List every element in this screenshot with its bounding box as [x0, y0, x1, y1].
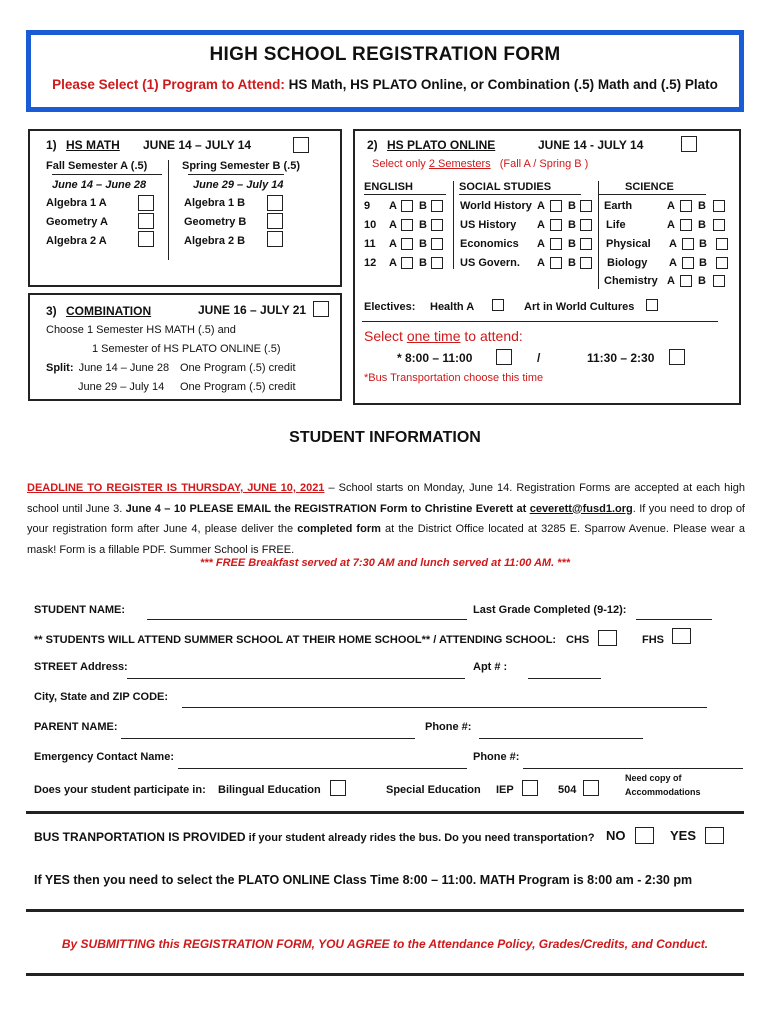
parent-name-input[interactable] — [121, 738, 415, 739]
email-link[interactable]: ceverett@fusd1.org — [529, 502, 633, 515]
emergency-phone-input[interactable] — [523, 768, 743, 769]
sem-a-label: A — [669, 257, 677, 269]
form-title: HIGH SCHOOL REGISTRATION FORM — [209, 44, 561, 65]
split1-dates: June 14 – June 28 — [78, 362, 170, 374]
hs-math-name: HS MATH — [66, 138, 120, 152]
bus-no-label: NO — [606, 828, 626, 843]
sem-b-label: B — [419, 200, 427, 212]
sem-b-label: B — [419, 219, 427, 231]
split1-credit: One Program (.5) credit — [180, 362, 296, 374]
algebra2a-checkbox[interactable] — [138, 231, 154, 247]
student-name-input[interactable] — [147, 619, 467, 620]
life-a-checkbox[interactable] — [680, 219, 692, 231]
504-label: 504 — [558, 784, 577, 796]
grade-label: 9 — [364, 200, 371, 212]
sem-a-label: A — [389, 238, 397, 250]
english-underline — [364, 194, 446, 195]
plato-checkbox[interactable] — [681, 136, 697, 152]
english9b-checkbox[interactable] — [431, 200, 443, 212]
grade-label: 11 — [364, 238, 376, 250]
course-algebra2b: Algebra 2 B — [184, 235, 246, 247]
participation-label: Does your student participate in: — [34, 784, 206, 796]
agreement-statement: By SUBMITTING this REGISTRATION FORM, YOU AGREE to the Attendance Policy, Grades/Credits, and Conduct. — [61, 937, 709, 951]
english-header: ENGLISH — [364, 181, 413, 193]
time-afternoon-checkbox[interactable] — [669, 349, 685, 365]
world-history-b-checkbox[interactable] — [580, 200, 592, 212]
sem-a-label: A — [537, 200, 545, 212]
instructions-part2: June 4 – 10 PLEASE EMAIL the REGISTRATION Form to Christine Everett at — [125, 502, 530, 515]
parent-phone-input[interactable] — [479, 738, 643, 739]
us-history-b-checkbox[interactable] — [580, 219, 592, 231]
hs-math-dates: JUNE 14 – JULY 14 — [143, 138, 252, 152]
geometryb-checkbox[interactable] — [267, 213, 283, 229]
combination-number: 3) — [46, 304, 57, 318]
sem-a-label: A — [667, 200, 675, 212]
sem-a-label: A — [389, 219, 397, 231]
header-frame — [26, 30, 744, 112]
fhs-label: FHS — [642, 634, 664, 646]
bus-if-yes-note: If YES then you need to select the PLATO ONLINE Class Time 8:00 – 11:00. MATH Program is 8:00 am - 2:30 pm — [34, 873, 693, 887]
time-morning-checkbox[interactable] — [496, 349, 512, 365]
accommodations-label: Accommodations — [625, 787, 701, 797]
biology-a-checkbox[interactable] — [682, 257, 694, 269]
sem-a-label: A — [537, 257, 545, 269]
bus-yes-label: YES — [670, 828, 697, 843]
algebra2b-checkbox[interactable] — [267, 231, 283, 247]
combination-header — [46, 304, 151, 318]
elective-art-label: Art in World Cultures — [524, 301, 635, 313]
bilingual-label: Bilingual Education — [218, 784, 321, 796]
504-checkbox[interactable] — [583, 780, 599, 796]
plato-number: 2) — [367, 138, 378, 152]
sem-b-label: B — [699, 257, 707, 269]
city-state-zip-input[interactable] — [182, 707, 707, 708]
emergency-phone-label: Phone #: — [473, 751, 520, 763]
course-label: US Govern. — [460, 257, 520, 269]
bus-provided-rest: if your student already rides the bus. Do you need transportation? — [245, 832, 595, 844]
time-select-label — [364, 328, 523, 344]
plato-dates: JUNE 14 - JULY 14 — [538, 138, 644, 152]
elective-art-checkbox[interactable] — [646, 299, 658, 311]
course-geometryb: Geometry B — [184, 216, 247, 228]
fall-divider — [52, 174, 162, 175]
student-info-heading: STUDENT INFORMATION — [289, 429, 481, 446]
need-copy-label: Need copy of — [625, 773, 682, 783]
elective-health-checkbox[interactable] — [492, 299, 504, 311]
spring-semester-label: Spring Semester B (.5) — [182, 160, 300, 172]
elective-health-label: Health A — [430, 301, 475, 313]
sem-a-label: A — [667, 275, 675, 287]
last-grade-label: Last Grade Completed (9-12): — [473, 604, 627, 616]
english9a-checkbox[interactable] — [401, 200, 413, 212]
sem-a-label: A — [669, 238, 677, 250]
breakfast-note: *** FREE Breakfast served at 7:30 AM and lunch served at 11:00 AM. *** — [199, 557, 571, 569]
course-label: Chemistry — [604, 275, 658, 287]
sem-a-label: A — [667, 219, 675, 231]
street-label: STREET Address: — [34, 661, 128, 673]
english-social-separator — [453, 181, 454, 269]
street-input[interactable] — [127, 678, 465, 679]
electives-divider — [362, 321, 718, 322]
iep-label: IEP — [496, 784, 514, 796]
student-name-label: STUDENT NAME: — [34, 604, 126, 616]
social-studies-header: SOCIAL STUDIES — [459, 181, 552, 193]
split-row-1 — [46, 362, 169, 374]
sem-b-label: B — [699, 238, 707, 250]
social-underline — [459, 194, 581, 195]
physical-a-checkbox[interactable] — [682, 238, 694, 250]
algebra1a-checkbox[interactable] — [138, 195, 154, 211]
sem-a-label: A — [389, 257, 397, 269]
spring-dates: June 29 – July 14 — [193, 179, 284, 191]
science-underline — [598, 194, 706, 195]
split-label: Split: — [46, 362, 74, 374]
bus-question — [34, 830, 595, 844]
footer-divider — [26, 973, 744, 976]
fhs-checkbox[interactable] — [672, 628, 691, 644]
english12b-checkbox[interactable] — [431, 257, 443, 269]
sem-a-label: A — [389, 200, 397, 212]
apt-label: Apt # : — [473, 661, 508, 673]
split2-dates: June 29 – July 14 — [78, 381, 165, 393]
sem-b-label: B — [568, 219, 576, 231]
sem-b-label: B — [698, 219, 706, 231]
bus-bottom-divider — [26, 909, 744, 912]
hs-math-checkbox[interactable] — [293, 137, 309, 153]
english10b-checkbox[interactable] — [431, 219, 443, 231]
parent-phone-label: Phone #: — [425, 721, 472, 733]
fall-dates: June 14 – June 28 — [52, 179, 147, 191]
bus-section-divider — [26, 811, 744, 814]
physical-b-checkbox[interactable] — [716, 238, 728, 250]
plato-select-note — [372, 158, 588, 170]
us-govern-b-checkbox[interactable] — [580, 257, 592, 269]
course-label: Life — [606, 219, 626, 231]
sem-a-label: A — [537, 238, 545, 250]
plato-select-prefix: Select only — [372, 158, 426, 170]
hs-math-number: 1) — [46, 138, 57, 152]
social-science-separator — [598, 181, 599, 289]
course-algebra1a: Algebra 1 A — [46, 197, 107, 209]
course-label: World History — [460, 200, 532, 212]
course-label: US History — [460, 219, 517, 231]
instructions-part1: – School starts on Monday, June 14. Registration Forms are accepted at each high school until June 3. — [27, 482, 745, 515]
attending-school-label: ** STUDENTS WILL ATTEND SUMMER SCHOOL AT THEIR HOME SCHOOL** / ATTENDING SCHOOL: — [34, 634, 557, 646]
course-geometrya: Geometry A — [46, 216, 108, 228]
us-govern-a-checkbox[interactable] — [550, 257, 562, 269]
parent-name-label: PARENT NAME: — [34, 721, 118, 733]
sem-a-label: A — [537, 219, 545, 231]
sem-b-label: B — [568, 238, 576, 250]
grade-label: 10 — [364, 219, 377, 231]
instructions-part5: at the District Office located at 3285 E. Sparrow Avenue. Please wear a mask! Form is a fillable PDF. Summer School is FREE. — [27, 523, 746, 556]
biology-b-checkbox[interactable] — [716, 257, 728, 269]
english11a-checkbox[interactable] — [401, 238, 413, 250]
combination-name: COMBINATION — [66, 304, 152, 318]
instructions-part4: completed form — [297, 523, 381, 535]
time-select-underlined: one time — [406, 328, 461, 344]
sem-b-label: B — [419, 257, 427, 269]
plato-select-underlined: 2 Semesters — [428, 158, 491, 170]
city-state-zip-label: City, State and ZIP CODE: — [34, 691, 169, 703]
emergency-contact-input[interactable] — [178, 768, 467, 769]
course-algebra1b: Algebra 1 B — [184, 197, 246, 209]
bus-provided-bold: BUS TRANPORTATION IS PROVIDED — [34, 830, 246, 844]
bus-no-checkbox[interactable] — [635, 827, 654, 844]
us-history-a-checkbox[interactable] — [550, 219, 562, 231]
time-morning-label: * 8:00 – 11:00 — [397, 351, 473, 365]
last-grade-input[interactable] — [636, 619, 712, 620]
registration-instructions — [27, 478, 745, 560]
chs-checkbox[interactable] — [598, 630, 617, 646]
chs-label: CHS — [566, 634, 590, 646]
chemistry-b-checkbox[interactable] — [713, 275, 725, 287]
course-label: Physical — [606, 238, 651, 250]
course-label: Economics — [460, 238, 519, 250]
economics-b-checkbox[interactable] — [580, 238, 592, 250]
time-select-prefix: Select — [364, 328, 403, 344]
combination-checkbox[interactable] — [313, 301, 329, 317]
program-select-prefix: Please Select (1) Program to Attend: — [52, 77, 285, 92]
world-history-a-checkbox[interactable] — [550, 200, 562, 212]
hs-math-header — [46, 138, 120, 152]
bus-time-note: *Bus Transportation choose this time — [364, 372, 544, 384]
bilingual-checkbox[interactable] — [330, 780, 346, 796]
spring-divider — [188, 174, 284, 175]
instructions-part3: . If you need to drop of your registration form after June 4, please deliver the — [27, 502, 745, 535]
course-label: Earth — [604, 200, 633, 212]
english11b-checkbox[interactable] — [431, 238, 443, 250]
deadline-text: DEADLINE TO REGISTER IS THURSDAY, JUNE 10, 2021 — [27, 482, 325, 494]
electives-label: Electives: — [364, 301, 416, 313]
science-header: SCIENCE — [625, 181, 674, 193]
sem-b-label: B — [698, 275, 706, 287]
earth-b-checkbox[interactable] — [713, 200, 725, 212]
economics-a-checkbox[interactable] — [550, 238, 562, 250]
plato-select-suffix: (Fall A / Spring B ) — [499, 158, 589, 170]
algebra1b-checkbox[interactable] — [267, 195, 283, 211]
emergency-contact-label: Emergency Contact Name: — [34, 751, 174, 763]
program-select-line — [0, 77, 770, 92]
course-label: Biology — [607, 257, 648, 269]
iep-checkbox[interactable] — [522, 780, 538, 796]
sem-b-label: B — [698, 200, 706, 212]
sem-b-label: B — [568, 200, 576, 212]
grade-label: 12 — [364, 257, 377, 269]
time-separator: / — [537, 351, 541, 365]
course-algebra2a: Algebra 2 A — [46, 235, 107, 247]
time-afternoon-label: 11:30 – 2:30 — [587, 351, 655, 365]
special-ed-label: Special Education — [386, 784, 481, 796]
plato-name: HS PLATO ONLINE — [387, 138, 496, 152]
apt-input[interactable] — [528, 678, 601, 679]
english10a-checkbox[interactable] — [401, 219, 413, 231]
split2-credit: One Program (.5) credit — [180, 381, 296, 393]
english12a-checkbox[interactable] — [401, 257, 413, 269]
combination-line2: 1 Semester of HS PLATO ONLINE (.5) — [92, 343, 281, 355]
program-select-options: HS Math, HS PLATO Online, or Combination (.5) Math and (.5) Plato — [288, 77, 718, 92]
bus-yes-checkbox[interactable] — [705, 827, 724, 844]
fall-semester-label: Fall Semester A (.5) — [46, 160, 148, 172]
earth-a-checkbox[interactable] — [680, 200, 692, 212]
plato-header — [367, 138, 495, 152]
sem-b-label: B — [568, 257, 576, 269]
sem-b-label: B — [419, 238, 427, 250]
combination-dates: JUNE 16 – JULY 21 — [198, 303, 307, 317]
geometrya-checkbox[interactable] — [138, 213, 154, 229]
combination-line1: Choose 1 Semester HS MATH (.5) and — [46, 324, 236, 336]
semester-separator — [168, 160, 169, 260]
time-select-suffix: to attend: — [464, 328, 523, 344]
chemistry-a-checkbox[interactable] — [680, 275, 692, 287]
life-b-checkbox[interactable] — [713, 219, 725, 231]
